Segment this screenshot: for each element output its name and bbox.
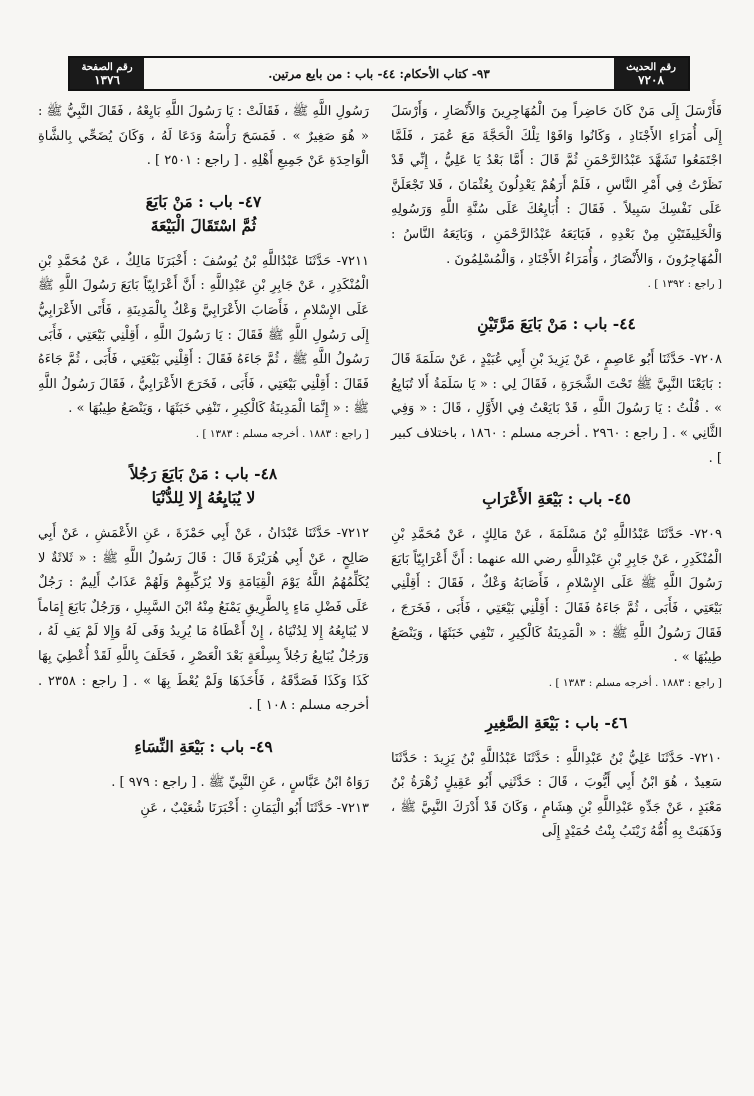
chapter-heading-line: ٤٦- باب : بَيْعَةِ الصَّغِيرِ [485, 712, 628, 732]
chapter-heading-line: ٤٥- باب : بَيْعَةِ الأَعْرَابِ [482, 489, 631, 509]
hadith-paragraph: ٧٢٠٩- حَدَّثَنَا عَبْدُاللَّهِ بْنُ مَسْلَمَةَ ، عَنْ مَالِكٍ ، عَنْ مُحَمَّدِ بْنِ الْمُنْكَدِرِ ، عَنْ جَابِرِ بْنِ عَبْدِاللَّهِ رضي الله عنهما : أَنَّ أَعْرَابِيّاً بَايَعَ رَسُولَ اللَّهِ ﷺ عَلَى الإِسْلامِ ، فَأَصَابَهُ وَعْكٌ ، فَقَالَ : أَقِلْنِي بَيْعَتِي ، فَأَبَى ، ثُمَّ جَاءَهُ فَقَالَ : أَقِلْنِي بَيْعَتِي ، فَأَبَى ، فَخَرَجَ ، فَقَالَ رَسُولُ اللَّهِ ﷺ : « الْمَدِينَةُ كَالْكِيرِ ، تَنْفِي خَبَثَهَا ، وَيَنْصَعُ طِيبُهَا » . [391, 527, 722, 666]
running-title [144, 58, 614, 89]
hadith-paragraph: فَأَرْسَلَ إِلَى مَنْ كَانَ حَاضِراً مِنَ الْمُهَاجِرِينَ وَالأَنْصَارِ ، وَأَرْسَلَ إِلَى أُمَرَاءِ الأَجْنَادِ ، وَكَانُوا وَافَوْا تِلْكَ الْحَجَّةَ مَعَ عُمَرَ ، فَلَمَّا اجْتَمَعُوا تَشَهَّدَ عَبْدُالرَّحْمَنِ ثُمَّ قَالَ : أَمَّا بَعْدُ يَا عَلِيُّ ، إِنِّي قَدْ نَظَرْتُ فِي أَمْرِ النَّاسِ ، فَلَمْ أَرَهُمْ يَعْدِلُونَ بِعُثْمَانَ ، فَلا تَجْعَلَنَّ عَلَى نَفْسِكَ سَبِيلاً . فَقَالَ : أُبَايِعُكَ عَلَى سُنَّةِ اللَّهِ وَرَسُولِهِ وَالْخَلِيفَتَيْنِ مِنْ بَعْدِهِ ، فَبَايَعَهُ عَبْدُالرَّحْمَنِ ، وَبَايَعَهُ النَّاسُ : الْمُهَاجِرُونَ ، وَالأَنْصَارُ ، وَأُمَرَاءُ الأَجْنَادِ ، وَالْمُسْلِمُونَ . [391, 104, 722, 267]
chapter-heading-line: لا يُبَايِعُهُ إِلا لِلدُّنْيَا [151, 487, 256, 507]
book-chapter-title: ٩٣- كتاب الأحكام: ٤٤- باب : من بايع مرتين. [268, 66, 490, 81]
hadith-paragraph: ٧٢١١- حَدَّثَنَا عَبْدُاللَّهِ بْنُ يُوسُفَ : أَخْبَرَنَا مَالِكٌ ، عَنْ مُحَمَّدِ بْنِ الْمُنْكَدِرِ ، عَنْ جَابِرِ بْنِ عَبْدِاللَّهِ : أَنَّ أَعْرَابِيّاً بَايَعَ رَسُولَ اللَّهِ ﷺ عَلَى الإِسْلامِ ، فَأَصَابَ الأَعْرَابِيَّ وَعْكٌ بِالْمَدِينَةِ ، فَأَتَى الأَعْرَابِيُّ إِلَى رَسُولِ اللَّهِ ﷺ فَقَالَ : يَا رَسُولَ اللَّهِ ، أَقِلْنِي بَيْعَتِي ، فَأَبَى رَسُولُ اللَّهِ ﷺ ، ثُمَّ جَاءَهُ فَقَالَ : أَقِلْنِي بَيْعَتِي ، فَأَبَى ، ثُمَّ جَاءَهُ فَقَالَ : أَقِلْنِي بَيْعَتِي ، فَأَبَى ، فَخَرَجَ الأَعْرَابِيُّ ، فَقَالَ رَسُولُ اللَّهِ ﷺ : « إِنَّمَا الْمَدِينَةُ كَالْكِيرِ ، تَنْفِي خَبَثَهَا ، وَيَنْصَعُ طِيبُهَا » . [38, 253, 369, 417]
hadith-number-box [614, 58, 688, 89]
hadith-number-label: رقم الحديث [626, 61, 676, 73]
page-number: ١٣٧٦ [94, 72, 120, 87]
page-number-label: رقم الصفحة [81, 61, 133, 73]
right-column [391, 100, 722, 1090]
left-column [38, 100, 369, 1090]
chapter-heading-line: ٤٨- باب : مَنْ بَايَعَ رَجُلاً [129, 463, 278, 483]
chapter-heading-line: ثُمَّ اسْتَقَالَ الْبَيْعَةَ [150, 215, 257, 235]
chapter-heading [38, 735, 369, 759]
page-header [68, 56, 690, 91]
chapter-heading [391, 487, 722, 511]
hadith-paragraph: ٧٢١٠- حَدَّثَنَا عَلِيُّ بْنُ عَبْدِاللَّهِ : حَدَّثَنَا عَبْدُاللَّهِ بْنُ يَزِيدَ : حَدَّثَنَا سَعِيدٌ ، هُوَ ابْنُ أَبِي أَيُّوبَ ، قَالَ : حَدَّثَنِي أَبُو عَقِيلٍ زُهْرَةُ بْنُ مَعْبَدٍ ، عَنْ جَدِّهِ عَبْدِاللَّهِ بْنِ هِشَامٍ ، وَكَانَ قَدْ أَدْرَكَ النَّبِيَّ ﷺ ، وَذَهَبَتْ بِهِ أُمُّهُ زَيْنَبُ بِنْتُ حُمَيْدٍ إِلَى [391, 750, 722, 840]
chapter-heading-line: ٤٤- باب : مَنْ بَايَعَ مَرَّتَيْنِ [477, 314, 636, 334]
hadith-paragraph: ٧٢١٣- حَدَّثَنَا أَبُو الْيَمَانِ : أَخْبَرَنَا شُعَيْبٌ ، عَنِ [140, 801, 369, 817]
chapter-heading [38, 190, 369, 238]
reference-note: [ راجع : ١٨٨٣ . أخرجه مسلم : ١٣٨٣ ] . [548, 676, 722, 689]
hadith-number: ٧٢٠٨ [638, 72, 664, 87]
hadith-paragraph: رَوَاهُ ابْنُ عَبَّاسٍ ، عَنِ النَّبِيِّ ﷺ . [ راجع : ٩٧٩ ] . [111, 774, 369, 790]
chapter-heading [38, 462, 369, 510]
reference-note: [ راجع : ١٨٨٣ . أخرجه مسلم : ١٣٨٣ ] . [195, 427, 369, 440]
chapter-heading-line: ٤٩- باب : بَيْعَةِ النِّسَاءِ [134, 736, 273, 756]
hadith-paragraph: ٧٢٠٨- حَدَّثَنَا أَبُو عَاصِمٍ ، عَنْ يَزِيدَ بْنِ أَبِي عُبَيْدٍ ، عَنْ سَلَمَةَ قَالَ : بَايَعْنَا النَّبِيَّ ﷺ تَحْتَ الشَّجَرَةِ ، فَقَالَ لِي : « يَا سَلَمَةُ أَلا تُبَايِعُ » . قُلْتُ : يَا رَسُولَ اللَّهِ ، قَدْ بَايَعْتُ فِي الأَوَّلِ ، قَالَ : « وَفِي الثَّانِي » . [ راجع : ٢٩٦٠ . أخرجه مسلم : ١٨٦٠ ، باختلاف كبير ] . [391, 352, 722, 466]
text-columns [38, 100, 722, 1090]
chapter-heading [391, 312, 722, 336]
page-number-box [70, 58, 144, 89]
chapter-heading-line: ٤٧- باب : مَنْ بَايَعَ [145, 191, 262, 211]
reference-note: [ راجع : ١٣٩٢ ] . [647, 278, 722, 291]
hadith-paragraph: رَسُولِ اللَّهِ ﷺ ، فَقَالَتْ : يَا رَسُولَ اللَّهِ بَايِعْهُ ، فَقَالَ النَّبِيُّ ﷺ : « هُوَ صَغِيرٌ » . فَمَسَحَ رَأْسَهُ وَدَعَا لَهُ ، وَكَانَ يُضَحِّي بِالشَّاةِ الْوَاحِدَةِ عَنْ جَمِيعِ أَهْلِهِ . [ راجع : ٢٥٠١ ] . [38, 104, 369, 169]
hadith-paragraph: ٧٢١٢- حَدَّثَنَا عَبْدَانُ ، عَنْ أَبِي حَمْزَةَ ، عَنِ الأَعْمَشِ ، عَنْ أَبِي صَالِحٍ ، عَنْ أَبِي هُرَيْرَةَ قَالَ : قَالَ رَسُولُ اللَّهِ ﷺ : « ثَلاثَةٌ لا يُكَلِّمُهُمُ اللَّهُ يَوْمَ الْقِيَامَةِ وَلا يُزَكِّيهِمْ وَلَهُمْ عَذَابٌ أَلِيمٌ : رَجُلٌ عَلَى فَضْلِ مَاءٍ بِالطَّرِيقِ يَمْنَعُ مِنْهُ ابْنَ السَّبِيلِ ، وَرَجُلٌ بَايَعَ إِمَاماً لا يُبَايِعُهُ إِلا لِدُنْيَاهُ ، إِنْ أَعْطَاهُ مَا يُرِيدُ وَفَى لَهُ وَإِلا لَمْ يَفِ لَهُ ، وَرَجُلٌ يُبَايِعُ رَجُلاً بِسِلْعَةٍ بَعْدَ الْعَصْرِ ، فَحَلَفَ بِاللَّهِ لَقَدْ أُعْطِيَ بِهَا كَذَا وَكَذَا فَصَدَّقَهُ ، فَأَخَذَهَا وَلَمْ يُعْطَ بِهَا » . [ راجع : ٢٣٥٨ . أخرجه مسلم : ١٠٨ ] . [38, 525, 369, 714]
chapter-heading [391, 711, 722, 735]
